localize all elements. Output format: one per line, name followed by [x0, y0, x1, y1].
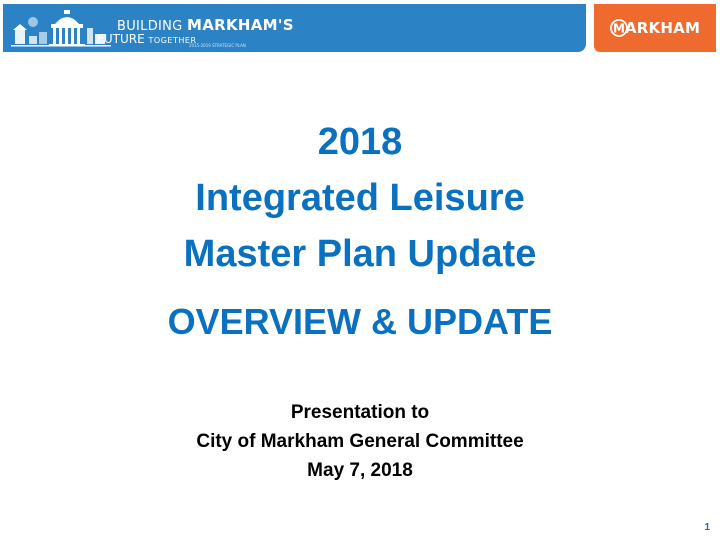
presentation-line-1: Presentation to	[290, 402, 430, 423]
title-line-3: Master Plan Update	[183, 233, 537, 275]
slide-subtitle: OVERVIEW & UPDATE	[167, 301, 553, 342]
presentation-line-2: City of Markham General Committee	[196, 431, 524, 452]
title-year: 2018	[317, 121, 403, 163]
presentation-date: May 7, 2018	[307, 460, 413, 481]
presentation-details	[0, 398, 720, 485]
logo-mark-letter: M	[613, 21, 625, 36]
building-markhams-future-brand	[11, 8, 294, 48]
header-banner	[3, 4, 586, 52]
brand-strategic-plan-text: 2015-2019 STRATEGIC PLAN	[189, 43, 246, 48]
brand-line-building-markhams: BUILDING MARKHAM'S	[117, 16, 294, 34]
markham-logo	[594, 4, 716, 52]
logo-wordmark: ARKHAM	[625, 19, 701, 37]
slide-title	[0, 114, 720, 282]
slide-number: 1	[704, 522, 710, 533]
title-line-2: Integrated Leisure	[195, 177, 525, 219]
brand-line-future-together: FUTURE TOGETHER	[97, 32, 197, 46]
